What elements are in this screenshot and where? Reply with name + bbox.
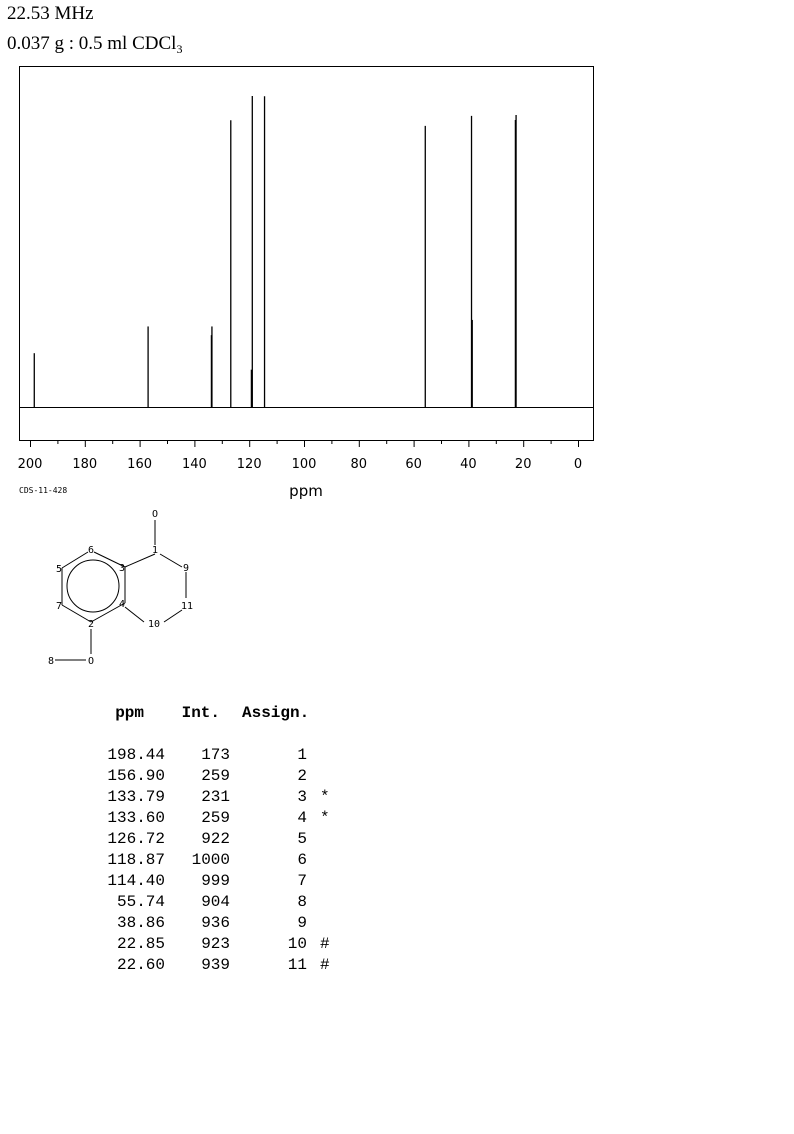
cell-intensity: 259 — [201, 767, 230, 785]
cell-intensity: 999 — [201, 872, 230, 890]
x-tick-label: 40 — [460, 457, 477, 472]
cell-intensity: 904 — [201, 893, 230, 911]
cell-assign: 1 — [297, 746, 307, 764]
cell-assign: 4 — [297, 809, 307, 827]
x-tick-label: 100 — [291, 457, 317, 472]
cell-intensity: 173 — [201, 746, 230, 764]
cell-intensity: 923 — [201, 935, 230, 953]
x-tick-label: 200 — [17, 457, 43, 472]
cell-assign: 10 — [287, 935, 307, 953]
atom-label: O — [87, 656, 95, 667]
cell-assign: 5 — [297, 830, 307, 848]
x-tick-label: 120 — [236, 457, 262, 472]
cell-ppm: 22.85 — [116, 935, 165, 953]
sample-subscript: 3 — [176, 42, 183, 56]
x-tick-label: 160 — [127, 457, 153, 472]
atom-label: 4 — [118, 599, 126, 610]
atom-label: 10 — [147, 619, 161, 630]
cell-intensity: 231 — [201, 788, 230, 806]
cell-assign: 6 — [297, 851, 307, 869]
atom-label: 11 — [180, 601, 194, 612]
cell-ppm: 118.87 — [107, 851, 165, 869]
cell-ppm: 38.86 — [116, 914, 165, 932]
atom-label: 7 — [55, 601, 63, 612]
cell-ppm: 55.74 — [116, 893, 165, 911]
col-header-assign: Assign. — [242, 704, 310, 722]
cell-intensity: 939 — [201, 956, 230, 974]
x-tick-label: 180 — [72, 457, 98, 472]
cell-assign: 11 — [287, 956, 307, 974]
atom-label: 8 — [47, 656, 55, 667]
cell-intensity: 259 — [201, 809, 230, 827]
cell-intensity: 1000 — [191, 851, 230, 869]
cell-ppm: 133.60 — [107, 809, 165, 827]
cell-assign: 8 — [297, 893, 307, 911]
spectrometer-frequency: 22.53 MHz — [7, 3, 94, 24]
col-header-ppm: ppm — [115, 704, 144, 722]
atom-label: 6 — [87, 545, 95, 556]
atom-label: 9 — [182, 563, 190, 574]
x-tick-label: 0 — [573, 457, 583, 472]
x-tick-label: 140 — [181, 457, 207, 472]
x-tick-label: 20 — [514, 457, 532, 472]
cell-mark: * — [320, 809, 330, 827]
cell-mark: # — [320, 956, 330, 974]
atom-label: 5 — [55, 564, 63, 575]
compound-code: CDS-11-428 — [19, 486, 68, 495]
atom-label: 2 — [87, 619, 95, 630]
x-axis-label: ppm — [289, 482, 323, 500]
structure-bonds — [55, 520, 186, 660]
cell-ppm: 22.60 — [116, 956, 165, 974]
atom-label: O — [151, 509, 159, 520]
atom-label: 1 — [151, 545, 159, 556]
cell-intensity: 922 — [201, 830, 230, 848]
sample-text: 0.037 g : 0.5 ml CDCl — [7, 33, 177, 54]
cell-ppm: 114.40 — [107, 872, 165, 890]
cell-mark: * — [320, 788, 330, 806]
atom-label: 3 — [118, 563, 126, 574]
structure-atom-labels — [48, 509, 193, 667]
cell-assign: 3 — [297, 788, 307, 806]
x-tick-label: 60 — [405, 457, 422, 472]
cell-mark: # — [320, 935, 330, 953]
x-tick-label: 80 — [350, 457, 368, 472]
cell-assign: 9 — [297, 914, 307, 932]
cell-ppm: 126.72 — [107, 830, 165, 848]
cell-ppm: 156.90 — [107, 767, 165, 785]
cell-intensity: 936 — [201, 914, 230, 932]
cell-ppm: 133.79 — [107, 788, 165, 806]
cell-assign: 7 — [297, 872, 307, 890]
cell-assign: 2 — [297, 767, 307, 785]
col-header-int: Int. — [181, 704, 220, 722]
cell-ppm: 198.44 — [107, 746, 165, 764]
